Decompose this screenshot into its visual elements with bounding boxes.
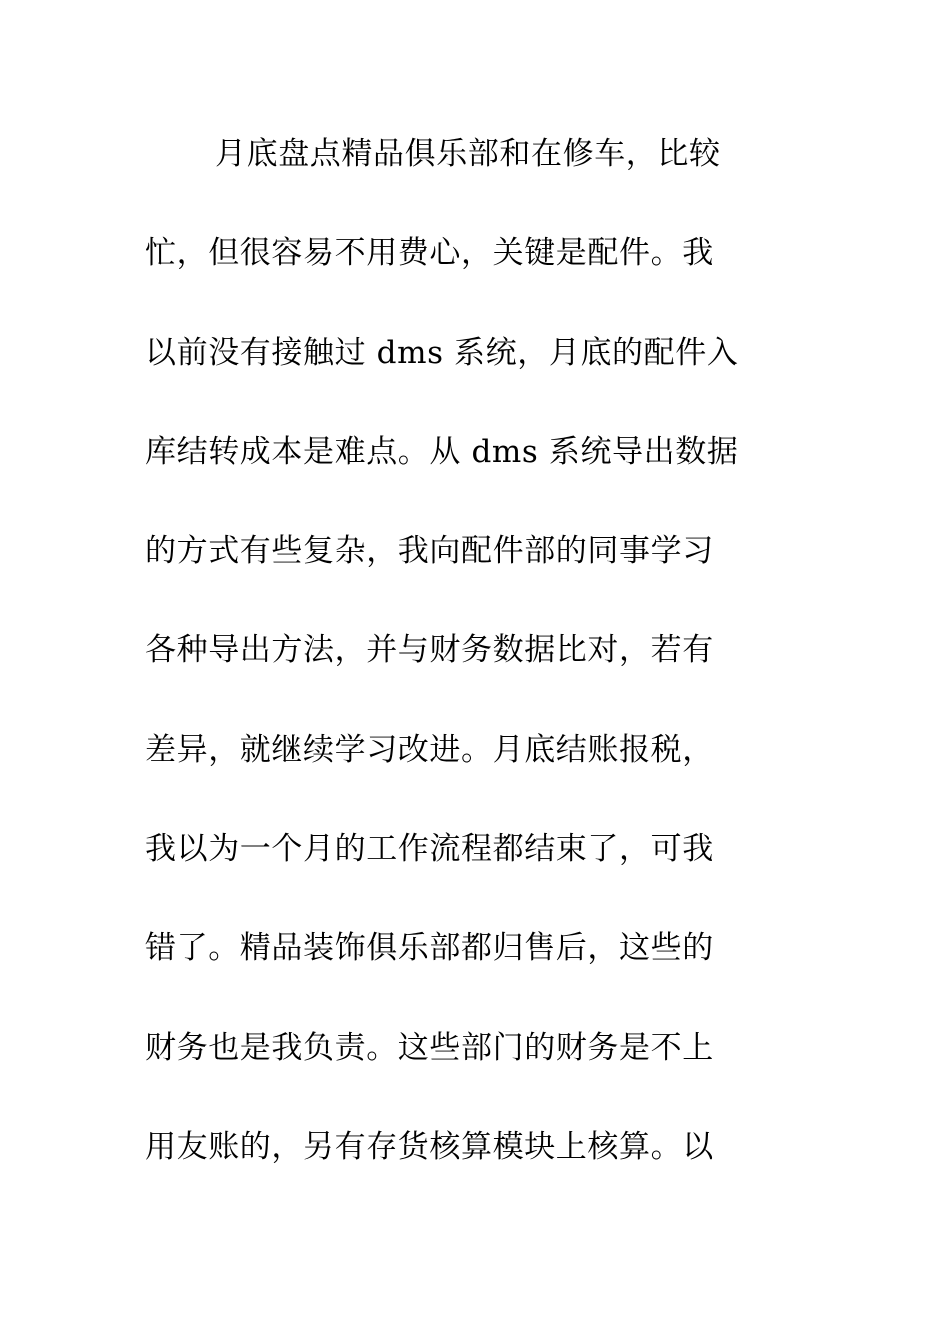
- text-line: 用友账的，另有存货核算模块上核算。以: [145, 1128, 714, 1165]
- text-line: 各种导出方法，并与财务数据比对，若有: [145, 632, 714, 669]
- text-line: 忙，但很容易不用费心，关键是配件。我: [145, 235, 714, 272]
- text-line: 错了。精品装饰俱乐部都归售后，这些的: [145, 930, 714, 967]
- text-line: 的方式有些复杂，我向配件部的同事学习: [145, 533, 714, 570]
- text-line: 财务也是我负责。这些部门的财务是不上: [145, 1029, 714, 1066]
- body-paragraph: [145, 125, 785, 1217]
- text-line: 我以为一个月的工作流程都结束了，可我: [145, 831, 714, 868]
- text-line: 差异，就继续学习改进。月底结账报税，: [145, 731, 714, 768]
- text-line: 以前没有接触过 dms 系统，月底的配件入: [145, 334, 739, 371]
- text-line: 库结转成本是难点。从 dms 系统导出数据: [145, 433, 739, 470]
- text-line: 月底盘点精品俱乐部和在修车，比较: [215, 136, 721, 172]
